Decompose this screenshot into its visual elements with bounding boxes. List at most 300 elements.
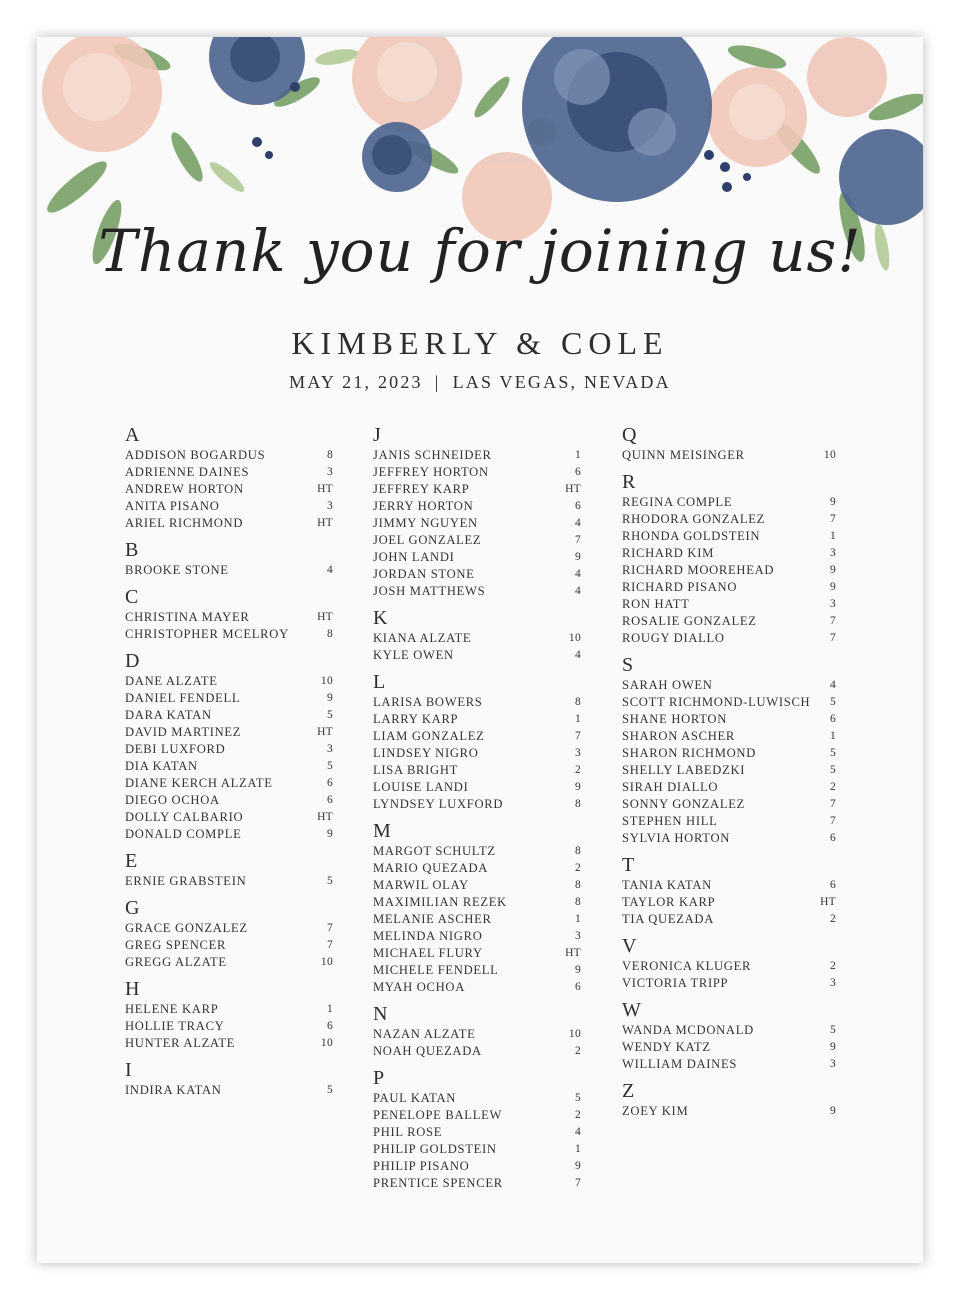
guest-row xyxy=(125,609,333,626)
section-letter: P xyxy=(373,1067,385,1089)
guest-row xyxy=(373,1107,581,1124)
table-number: 6 xyxy=(326,1020,333,1032)
table-number: 9 xyxy=(829,1041,836,1053)
guest-row xyxy=(622,745,836,762)
table-number: 10 xyxy=(320,675,333,687)
script-title: Thank you for joining us! xyxy=(98,217,862,285)
guest-row xyxy=(373,745,581,762)
guest-name: HOLLIE TRACY xyxy=(125,1019,225,1033)
table-number: 1 xyxy=(829,530,836,542)
table-number: 4 xyxy=(574,568,581,580)
guest-name: KYLE OWEN xyxy=(373,648,454,662)
table-number: HT xyxy=(317,611,333,623)
guest-row xyxy=(125,1001,333,1018)
guest-row xyxy=(125,826,333,843)
guest-name: DIANE KERCH ALZATE xyxy=(125,776,273,790)
table-number: HT xyxy=(565,483,581,495)
guest-name: JORDAN STONE xyxy=(373,567,475,581)
guest-name: MAXIMILIAN REZEK xyxy=(373,895,507,909)
guest-name: RICHARD KIM xyxy=(622,546,715,560)
guest-name: ROSALIE GONZALEZ xyxy=(622,614,757,628)
guest-row xyxy=(125,515,333,532)
guest-name: JERRY HORTON xyxy=(373,499,474,513)
guest-name: STEPHEN HILL xyxy=(622,814,718,828)
guest-name: REGINA COMPLE xyxy=(622,495,733,509)
guest-name: SARAH OWEN xyxy=(622,678,713,692)
table-number: HT xyxy=(565,947,581,959)
table-number: 7 xyxy=(829,798,836,810)
guest-row xyxy=(373,1158,581,1175)
guest-row xyxy=(373,447,581,464)
guest-row xyxy=(373,779,581,796)
guest-name: JEFFREY KARP xyxy=(373,482,470,496)
section-letter: M xyxy=(373,820,391,842)
letter-group xyxy=(622,653,836,847)
guest-row xyxy=(373,894,581,911)
guest-column-3 xyxy=(622,423,836,1126)
guest-name: GREG SPENCER xyxy=(125,938,227,952)
guest-row xyxy=(622,562,836,579)
table-number: 9 xyxy=(574,781,581,793)
guest-row xyxy=(125,1035,333,1052)
table-number: 6 xyxy=(574,981,581,993)
table-number: 4 xyxy=(574,517,581,529)
table-number: 7 xyxy=(829,815,836,827)
guest-row xyxy=(622,796,836,813)
table-number: 9 xyxy=(326,828,333,840)
table-number: 2 xyxy=(829,913,836,925)
guest-row xyxy=(622,762,836,779)
table-number: 6 xyxy=(574,466,581,478)
couple-names: KIMBERLY & COLE xyxy=(291,325,669,361)
guest-name: MELINDA NIGRO xyxy=(373,929,483,943)
letter-group xyxy=(373,423,581,600)
guest-row xyxy=(125,724,333,741)
letter-group xyxy=(373,1002,581,1060)
table-number: 7 xyxy=(574,534,581,546)
table-number: 5 xyxy=(829,747,836,759)
guest-name: MICHAEL FLURY xyxy=(373,946,483,960)
section-letter: D xyxy=(125,650,140,672)
table-number: 9 xyxy=(829,496,836,508)
event-date: MAY 21, 2023 xyxy=(289,372,423,392)
guest-name: LARRY KARP xyxy=(373,712,459,726)
guest-name: RON HATT xyxy=(622,597,690,611)
guest-row xyxy=(622,545,836,562)
guest-name: PHILIP PISANO xyxy=(373,1159,470,1173)
guest-row xyxy=(125,1018,333,1035)
table-number: 1 xyxy=(574,913,581,925)
guest-row xyxy=(125,809,333,826)
section-letter: L xyxy=(373,671,386,693)
guest-name: MARIO QUEZADA xyxy=(373,861,489,875)
table-number: 10 xyxy=(568,1028,581,1040)
guest-name: JIMMY NGUYEN xyxy=(373,516,478,530)
table-number: 10 xyxy=(320,1037,333,1049)
table-number: 1 xyxy=(574,1143,581,1155)
table-number: 9 xyxy=(829,564,836,576)
guest-name: DEBI LUXFORD xyxy=(125,742,226,756)
table-number: 8 xyxy=(574,845,581,857)
guest-name: ROUGY DIALLO xyxy=(622,631,725,645)
guest-name: SIRAH DIALLO xyxy=(622,780,719,794)
section-letter: G xyxy=(125,897,140,919)
guest-row xyxy=(373,1043,581,1060)
table-number: 4 xyxy=(574,585,581,597)
letter-group xyxy=(622,423,836,464)
table-number: 3 xyxy=(326,743,333,755)
section-letter: Q xyxy=(622,424,637,446)
letter-group xyxy=(125,896,333,971)
guest-row xyxy=(622,494,836,511)
guest-name: ADRIENNE DAINES xyxy=(125,465,250,479)
guest-name: PHILIP GOLDSTEIN xyxy=(373,1142,497,1156)
guest-row xyxy=(373,694,581,711)
guest-name: HELENE KARP xyxy=(125,1002,219,1016)
guest-row xyxy=(622,528,836,545)
guest-row xyxy=(622,813,836,830)
guest-name: ARIEL RICHMOND xyxy=(125,516,244,530)
guest-row xyxy=(373,877,581,894)
table-number: 5 xyxy=(326,875,333,887)
guest-row xyxy=(622,1103,836,1120)
letter-group xyxy=(125,1058,333,1099)
guest-name: LINDSEY NIGRO xyxy=(373,746,479,760)
guest-name: PAUL KATAN xyxy=(373,1091,457,1105)
guest-name: ERNIE GRABSTEIN xyxy=(125,874,247,888)
guest-name: LYNDSEY LUXFORD xyxy=(373,797,504,811)
guest-column-2 xyxy=(373,423,581,1198)
table-number: 3 xyxy=(829,547,836,559)
letter-group xyxy=(373,670,581,813)
table-number: 3 xyxy=(326,500,333,512)
guest-row xyxy=(125,626,333,643)
table-number: 3 xyxy=(829,977,836,989)
table-number: 5 xyxy=(326,1084,333,1096)
table-number: 3 xyxy=(829,598,836,610)
guest-name: WILLIAM DAINES xyxy=(622,1057,738,1071)
guest-row xyxy=(373,532,581,549)
guest-name: NAZAN ALZATE xyxy=(373,1027,476,1041)
table-number: 3 xyxy=(574,747,581,759)
table-number: 1 xyxy=(574,449,581,461)
guest-name: SYLVIA HORTON xyxy=(622,831,731,845)
guest-row xyxy=(622,694,836,711)
table-number: 2 xyxy=(574,862,581,874)
guest-name: TIA QUEZADA xyxy=(622,912,714,926)
letter-group xyxy=(622,934,836,992)
guest-row xyxy=(622,830,836,847)
guest-name: DANE ALZATE xyxy=(125,674,218,688)
table-number: 5 xyxy=(829,696,836,708)
table-number: 7 xyxy=(829,632,836,644)
table-number: 9 xyxy=(326,692,333,704)
guest-row xyxy=(125,741,333,758)
guest-row xyxy=(373,711,581,728)
guest-name: MARGOT SCHULTZ xyxy=(373,844,496,858)
letter-group xyxy=(622,470,836,647)
guest-name: WENDY KATZ xyxy=(622,1040,711,1054)
table-number: 8 xyxy=(326,628,333,640)
section-letter: S xyxy=(622,654,634,676)
guest-row xyxy=(125,562,333,579)
table-number: 2 xyxy=(829,781,836,793)
letter-group xyxy=(622,998,836,1073)
guest-name: BROOKE STONE xyxy=(125,563,229,577)
guest-row xyxy=(373,1141,581,1158)
guest-name: CHRISTINA MAYER xyxy=(125,610,250,624)
guest-name: LIAM GONZALEZ xyxy=(373,729,485,743)
guest-row xyxy=(373,1026,581,1043)
section-letter: V xyxy=(622,935,637,957)
guest-row xyxy=(125,937,333,954)
seating-chart-sign xyxy=(37,37,923,1263)
guest-name: SHELLY LABEDZKI xyxy=(622,763,746,777)
guest-row xyxy=(622,579,836,596)
guest-name: TAYLOR KARP xyxy=(622,895,716,909)
section-letter: J xyxy=(373,424,381,446)
guest-row xyxy=(622,711,836,728)
table-number: 6 xyxy=(829,879,836,891)
guest-row xyxy=(373,843,581,860)
guest-row xyxy=(125,707,333,724)
guest-name: GRACE GONZALEZ xyxy=(125,921,248,935)
guest-row xyxy=(125,954,333,971)
table-number: 8 xyxy=(326,449,333,461)
table-number: 7 xyxy=(574,730,581,742)
guest-row xyxy=(373,515,581,532)
guest-row xyxy=(373,1090,581,1107)
section-letter: B xyxy=(125,539,139,561)
guest-row xyxy=(622,511,836,528)
table-number: 4 xyxy=(326,564,333,576)
guest-row xyxy=(373,647,581,664)
guest-name: VICTORIA TRIPP xyxy=(622,976,729,990)
table-number: 3 xyxy=(326,466,333,478)
guest-name: ANITA PISANO xyxy=(125,499,220,513)
guest-name: PRENTICE SPENCER xyxy=(373,1176,503,1190)
guest-name: JEFFREY HORTON xyxy=(373,465,489,479)
guest-name: MELANIE ASCHER xyxy=(373,912,492,926)
guest-row xyxy=(125,498,333,515)
guest-name: SHARON RICHMOND xyxy=(622,746,757,760)
guest-row xyxy=(373,928,581,945)
guest-name: WANDA MCDONALD xyxy=(622,1023,754,1037)
guest-name: HUNTER ALZATE xyxy=(125,1036,236,1050)
table-number: 10 xyxy=(568,632,581,644)
table-number: 7 xyxy=(829,513,836,525)
guest-row xyxy=(373,481,581,498)
guest-name: GREGG ALZATE xyxy=(125,955,227,969)
table-number: 9 xyxy=(574,551,581,563)
letter-group xyxy=(125,423,333,532)
section-letter: W xyxy=(622,999,641,1021)
guest-row xyxy=(373,1124,581,1141)
table-number: 5 xyxy=(829,1024,836,1036)
table-number: 6 xyxy=(326,794,333,806)
guest-row xyxy=(622,877,836,894)
table-number: 9 xyxy=(829,581,836,593)
guest-row xyxy=(622,728,836,745)
guest-row xyxy=(622,894,836,911)
guest-row xyxy=(125,690,333,707)
guest-column-1 xyxy=(125,423,333,1105)
table-number: 3 xyxy=(829,1058,836,1070)
guest-name: LISA BRIGHT xyxy=(373,763,459,777)
letter-group xyxy=(622,1079,836,1120)
table-number: 7 xyxy=(326,922,333,934)
table-number: HT xyxy=(317,517,333,529)
table-number: 4 xyxy=(574,649,581,661)
guest-row xyxy=(373,945,581,962)
guest-row xyxy=(622,1022,836,1039)
guest-row xyxy=(622,779,836,796)
table-number: 8 xyxy=(574,896,581,908)
guest-row xyxy=(373,566,581,583)
table-number: 9 xyxy=(574,964,581,976)
guest-name: VERONICA KLUGER xyxy=(622,959,752,973)
section-letter: C xyxy=(125,586,139,608)
section-letter: Z xyxy=(622,1080,635,1102)
table-number: 6 xyxy=(829,713,836,725)
guest-name: RICHARD MOOREHEAD xyxy=(622,563,775,577)
guest-name: RHODORA GONZALEZ xyxy=(622,512,766,526)
guest-name: TANIA KATAN xyxy=(622,878,712,892)
table-number: 2 xyxy=(574,764,581,776)
guest-row xyxy=(622,447,836,464)
guest-row xyxy=(622,958,836,975)
guest-name: JANIS SCHNEIDER xyxy=(373,448,492,462)
guest-row xyxy=(373,630,581,647)
guest-name: DIEGO OCHOA xyxy=(125,793,220,807)
guest-row xyxy=(125,775,333,792)
guest-row xyxy=(622,1039,836,1056)
section-letter: N xyxy=(373,1003,388,1025)
table-number: HT xyxy=(317,483,333,495)
guest-name: DOLLY CALBARIO xyxy=(125,810,244,824)
guest-row xyxy=(373,860,581,877)
guest-row xyxy=(373,911,581,928)
guest-name: JOEL GONZALEZ xyxy=(373,533,482,547)
letter-group xyxy=(125,849,333,890)
guest-row xyxy=(373,583,581,600)
guest-name: ZOEY KIM xyxy=(622,1104,689,1118)
guest-name: MARWIL OLAY xyxy=(373,878,469,892)
letter-group xyxy=(125,538,333,579)
table-number: HT xyxy=(820,896,836,908)
table-number: 1 xyxy=(574,713,581,725)
table-number: 4 xyxy=(574,1126,581,1138)
guest-row xyxy=(125,673,333,690)
table-number: 7 xyxy=(326,939,333,951)
table-number: 7 xyxy=(574,1177,581,1189)
guest-row xyxy=(373,1175,581,1192)
table-number: 6 xyxy=(326,777,333,789)
table-number: 5 xyxy=(574,1092,581,1104)
section-letter: I xyxy=(125,1059,132,1081)
table-number: 8 xyxy=(574,879,581,891)
guest-row xyxy=(622,1056,836,1073)
table-number: 2 xyxy=(574,1109,581,1121)
guest-row xyxy=(125,481,333,498)
guest-name: SCOTT RICHMOND-LUWISCH xyxy=(622,695,811,709)
guest-name: DONALD COMPLE xyxy=(125,827,242,841)
table-number: 9 xyxy=(829,1105,836,1117)
table-number: 5 xyxy=(829,764,836,776)
table-number: 10 xyxy=(823,449,836,461)
guest-row xyxy=(373,762,581,779)
table-number: 10 xyxy=(320,956,333,968)
guest-name: RICHARD PISANO xyxy=(622,580,738,594)
table-number: 2 xyxy=(574,1045,581,1057)
guest-name: PHIL ROSE xyxy=(373,1125,443,1139)
guest-name: DANIEL FENDELL xyxy=(125,691,241,705)
event-location: LAS VEGAS, NEVADA xyxy=(452,372,671,392)
guest-name: LARISA BOWERS xyxy=(373,695,483,709)
table-number: 5 xyxy=(326,760,333,772)
guest-row xyxy=(373,549,581,566)
table-number: 2 xyxy=(829,960,836,972)
table-number: 8 xyxy=(574,798,581,810)
guest-row xyxy=(622,630,836,647)
guest-row xyxy=(125,447,333,464)
guest-row xyxy=(125,792,333,809)
dateline-separator: | xyxy=(434,372,441,392)
table-number: 5 xyxy=(326,709,333,721)
table-number: 9 xyxy=(574,1160,581,1172)
letter-group xyxy=(373,1066,581,1192)
guest-row xyxy=(622,911,836,928)
guest-row xyxy=(622,975,836,992)
guest-name: PENELOPE BALLEW xyxy=(373,1108,503,1122)
guest-row xyxy=(373,728,581,745)
guest-name: SHARON ASCHER xyxy=(622,729,736,743)
table-number: 6 xyxy=(829,832,836,844)
letter-group xyxy=(373,819,581,996)
guest-row xyxy=(125,758,333,775)
guest-row xyxy=(622,596,836,613)
guest-name: ADDISON BOGARDUS xyxy=(125,448,266,462)
guest-row xyxy=(622,613,836,630)
guest-row xyxy=(125,464,333,481)
section-letter: R xyxy=(622,471,636,493)
guest-row xyxy=(373,464,581,481)
guest-row xyxy=(125,920,333,937)
table-number: 8 xyxy=(574,696,581,708)
guest-name: MICHELE FENDELL xyxy=(373,963,499,977)
guest-row xyxy=(622,677,836,694)
table-number: 1 xyxy=(326,1003,333,1015)
guest-name: KIANA ALZATE xyxy=(373,631,472,645)
guest-name: DARA KATAN xyxy=(125,708,212,722)
letter-group xyxy=(373,606,581,664)
guest-row xyxy=(373,498,581,515)
guest-name: RHONDA GOLDSTEIN xyxy=(622,529,761,543)
guest-row xyxy=(373,979,581,996)
guest-name: JOSH MATTHEWS xyxy=(373,584,486,598)
guest-name: LOUISE LANDI xyxy=(373,780,469,794)
letter-group xyxy=(622,853,836,928)
event-dateline xyxy=(37,372,923,393)
section-letter: K xyxy=(373,607,388,629)
guest-name: CHRISTOPHER MCELROY xyxy=(125,627,289,641)
table-number: 1 xyxy=(829,730,836,742)
guest-row xyxy=(125,1082,333,1099)
letter-group xyxy=(125,585,333,643)
guest-name: DAVID MARTINEZ xyxy=(125,725,242,739)
section-letter: E xyxy=(125,850,138,872)
table-number: 4 xyxy=(829,679,836,691)
